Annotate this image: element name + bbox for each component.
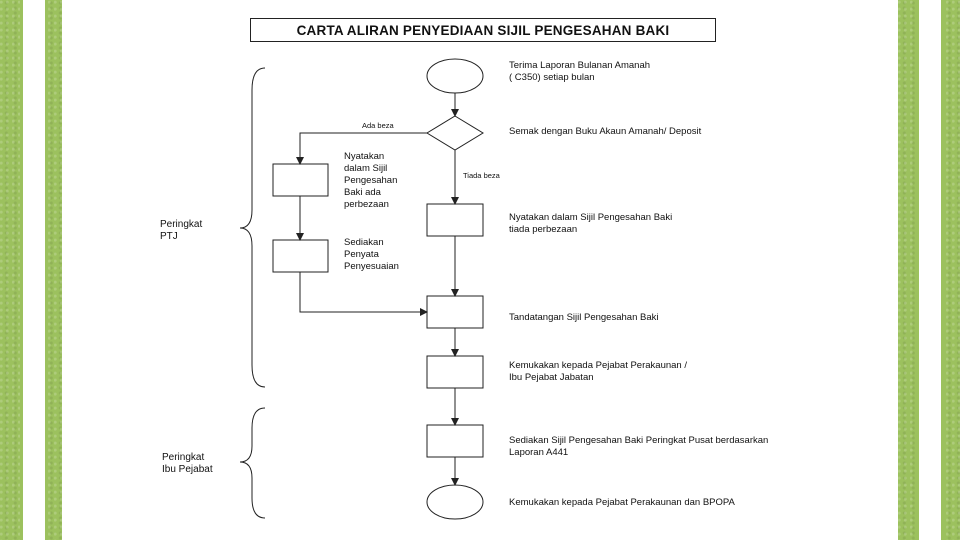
with-difference-box <box>273 164 328 196</box>
step-start-label: Terima Laporan Bulanan Amanah ( C350) setiap bulan <box>509 60 651 83</box>
ptj-brace <box>240 68 265 387</box>
step-no-difference-label: Nyatakan dalam Sijil Pengesahan Baki tiada perbezaan <box>509 212 673 235</box>
edge-label-no: Tiada beza <box>463 171 500 180</box>
decision-diamond <box>427 116 483 150</box>
end-terminal <box>427 485 483 519</box>
prepare-hq-box <box>427 425 483 457</box>
step-adjustment-label: Sediakan Penyata Penyesuaian <box>344 237 399 272</box>
chart-title: CARTA ALIRAN PENYEDIAAN SIJIL PENGESAHAN BAKI <box>250 18 716 42</box>
step-submit-office-label: Kemukakan kepada Pejabat Perakaunan / Ibu Pejabat Jabatan <box>509 360 687 383</box>
level-ibu-pejabat-label: Peringkat Ibu Pejabat <box>162 452 213 475</box>
no-difference-box <box>427 204 483 236</box>
edge-label-yes: Ada beza <box>362 121 394 130</box>
arrow-adjust-sign <box>300 272 427 312</box>
submit-office-box <box>427 356 483 388</box>
level-ptj-label: Peringkat PTJ <box>160 219 203 242</box>
adjustment-box <box>273 240 328 272</box>
step-prepare-hq-label: Sediakan Sijil Pengesahan Baki Peringkat Pusat berdasarkan Laporan A441 <box>509 435 769 458</box>
sign-box <box>427 296 483 328</box>
step-with-difference-label: Nyatakan dalam Sijil Pengesahan Baki ada perbezaan <box>344 151 398 210</box>
start-terminal <box>427 59 483 93</box>
ibu-pejabat-brace <box>240 408 265 518</box>
step-decision-label: Semak dengan Buku Akaun Amanah/ Deposit <box>509 126 702 137</box>
step-sign-label: Tandatangan Sijil Pengesahan Baki <box>509 312 659 323</box>
step-end-label: Kemukakan kepada Pejabat Perakaunan dan BPOPA <box>509 497 735 508</box>
